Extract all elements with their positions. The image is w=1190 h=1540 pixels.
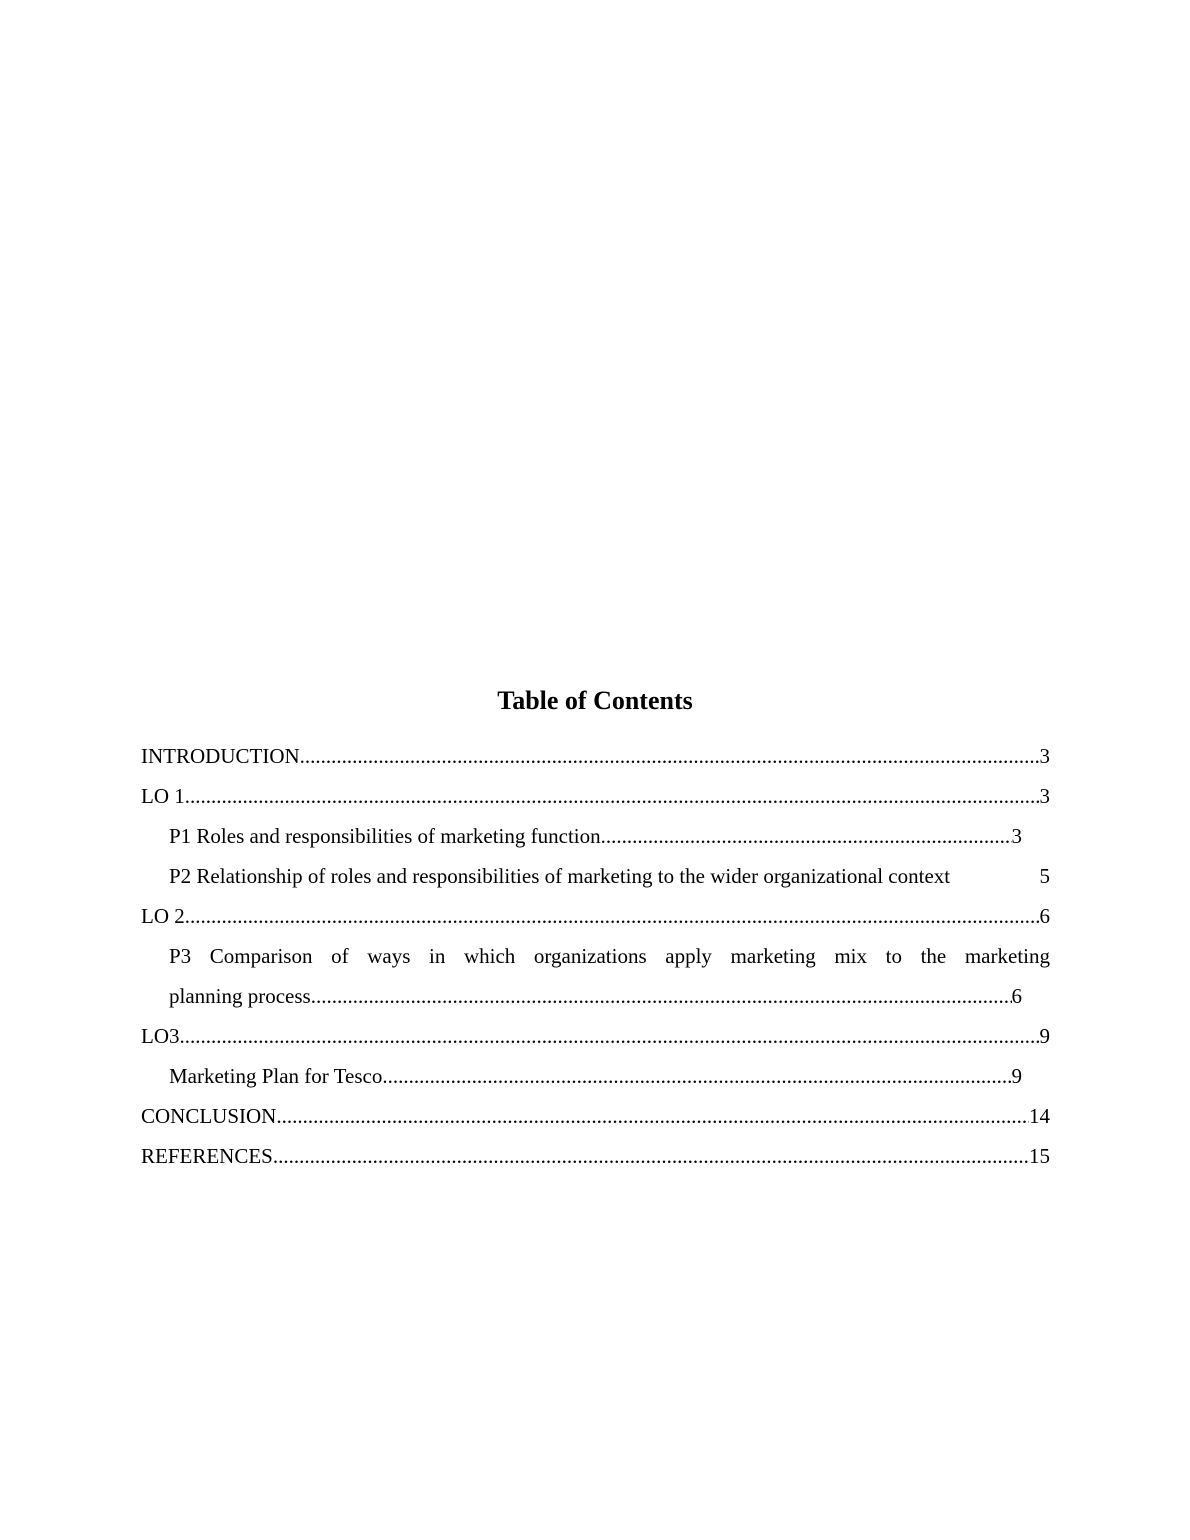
toc-entry-text: P2 Relationship of roles and responsibilities of marketing to the wider organizational context xyxy=(169,864,951,888)
toc-entry-p3[interactable] xyxy=(169,940,1050,1020)
toc-page-number: 15 xyxy=(1029,1144,1050,1168)
toc-entry-text: LO 1 xyxy=(141,784,185,808)
toc-page-number: 5 xyxy=(1039,864,1050,888)
toc-entry-references[interactable] xyxy=(141,1140,1050,1180)
toc-entry-p2[interactable] xyxy=(169,860,1050,900)
toc-leader-dots xyxy=(185,900,1040,932)
toc-entry-text: P1 Roles and responsibilities of marketing function xyxy=(169,824,601,848)
toc-entry-text: LO3 xyxy=(141,1024,180,1048)
toc-entry-text: LO 2 xyxy=(141,904,185,928)
toc-entry-lo2[interactable] xyxy=(141,900,1050,940)
table-of-contents xyxy=(141,740,1050,1180)
toc-entry-text: INTRODUCTION xyxy=(141,744,300,768)
toc-leader-dots xyxy=(180,1020,1040,1052)
toc-entry-text: Marketing Plan for Tesco xyxy=(169,1064,383,1088)
toc-page-number: 6 xyxy=(1039,904,1050,928)
toc-leader-dots xyxy=(382,1060,1011,1092)
toc-leader-dots xyxy=(601,820,1012,852)
toc-entry-text: CONCLUSION xyxy=(141,1104,277,1128)
toc-entry-text: REFERENCES xyxy=(141,1144,273,1168)
toc-title: Table of Contents xyxy=(497,686,693,715)
toc-entry-p1[interactable] xyxy=(169,820,1022,860)
toc-entry-line2 xyxy=(169,980,1022,1020)
toc-entry-lo1[interactable] xyxy=(141,780,1050,820)
toc-leader-dots xyxy=(300,740,1040,772)
toc-leader-dots xyxy=(276,1100,1029,1132)
toc-entry-text-line2: planning process xyxy=(169,984,311,1008)
toc-entry-lo3[interactable] xyxy=(141,1020,1050,1060)
toc-entry-text-line1: P3 Comparison of ways in which organizations apply marketing mix to the marketing xyxy=(169,944,1050,968)
toc-page-number: 3 xyxy=(1039,784,1050,808)
toc-page-number: 14 xyxy=(1029,1104,1050,1128)
toc-entry-introduction[interactable] xyxy=(141,740,1050,780)
toc-entry-marketing-plan[interactable] xyxy=(169,1060,1022,1100)
toc-leader-dots xyxy=(311,980,1012,1012)
toc-leader-dots xyxy=(273,1140,1029,1172)
toc-leader-dots xyxy=(185,780,1040,812)
toc-page-number: 3 xyxy=(1039,744,1050,768)
toc-entry-conclusion[interactable] xyxy=(141,1100,1050,1140)
toc-page-number: 9 xyxy=(1011,1064,1022,1088)
toc-page-number: 6 xyxy=(1011,984,1022,1008)
toc-page-number: 3 xyxy=(1011,824,1022,848)
toc-page-number: 9 xyxy=(1039,1024,1050,1048)
